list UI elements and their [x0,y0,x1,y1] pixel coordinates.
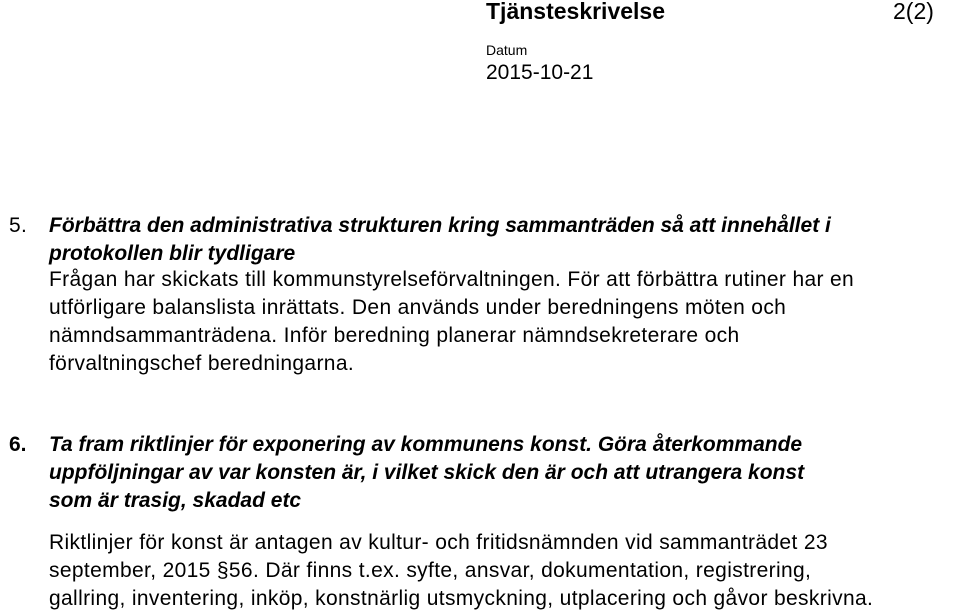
section-5-body-line-1: Frågan har skickats till kommunstyrelseförvaltningen. För att förbättra rutiner har en [49,268,855,291]
section-5-number: 5. [9,214,28,237]
section-5-body-line-3: nämndsammanträdena. Inför beredning planerar nämndsekreterare och [49,324,740,347]
section-5-body-line-2: utförligare balanslista inrättats. Den används under beredningens möten och [49,296,787,319]
section-6-body-line-2: september, 2015 §56. Där finns t.ex. syfte, ansvar, dokumentation, registrering, [49,559,812,582]
section-6-heading-line-2: uppföljningar av var konsten är, i vilket skick den är och att utrangera konst [49,461,805,484]
section-5-heading-line-1: Förbättra den administrativa strukturen kring sammanträden så att innehållet i [49,214,831,237]
section-6-heading-line-1: Ta fram riktlinjer för exponering av kommunens konst. Göra återkommande [49,433,803,456]
section-5-body-line-4: förvaltningschef beredningarna. [49,352,355,375]
date-value: 2015-10-21 [486,61,594,84]
section-6-body-line-1: Riktlinjer för konst är antagen av kultur- och fritidsnämnden vid sammanträdet 23 [49,531,828,554]
section-5-heading-line-2: protokollen blir tydligare [49,242,296,265]
section-6-number: 6. [9,433,27,456]
date-label: Datum [486,42,528,58]
page-number: 2(2) [893,0,934,24]
section-6-heading-line-3: som är trasig, skadad etc [49,489,302,512]
document-title: Tjänsteskrivelse [486,0,666,24]
section-6-body-line-3: gallring, inventering, inköp, konstnärlig utsmyckning, utplacering och gåvor beskrivna. [49,587,874,610]
